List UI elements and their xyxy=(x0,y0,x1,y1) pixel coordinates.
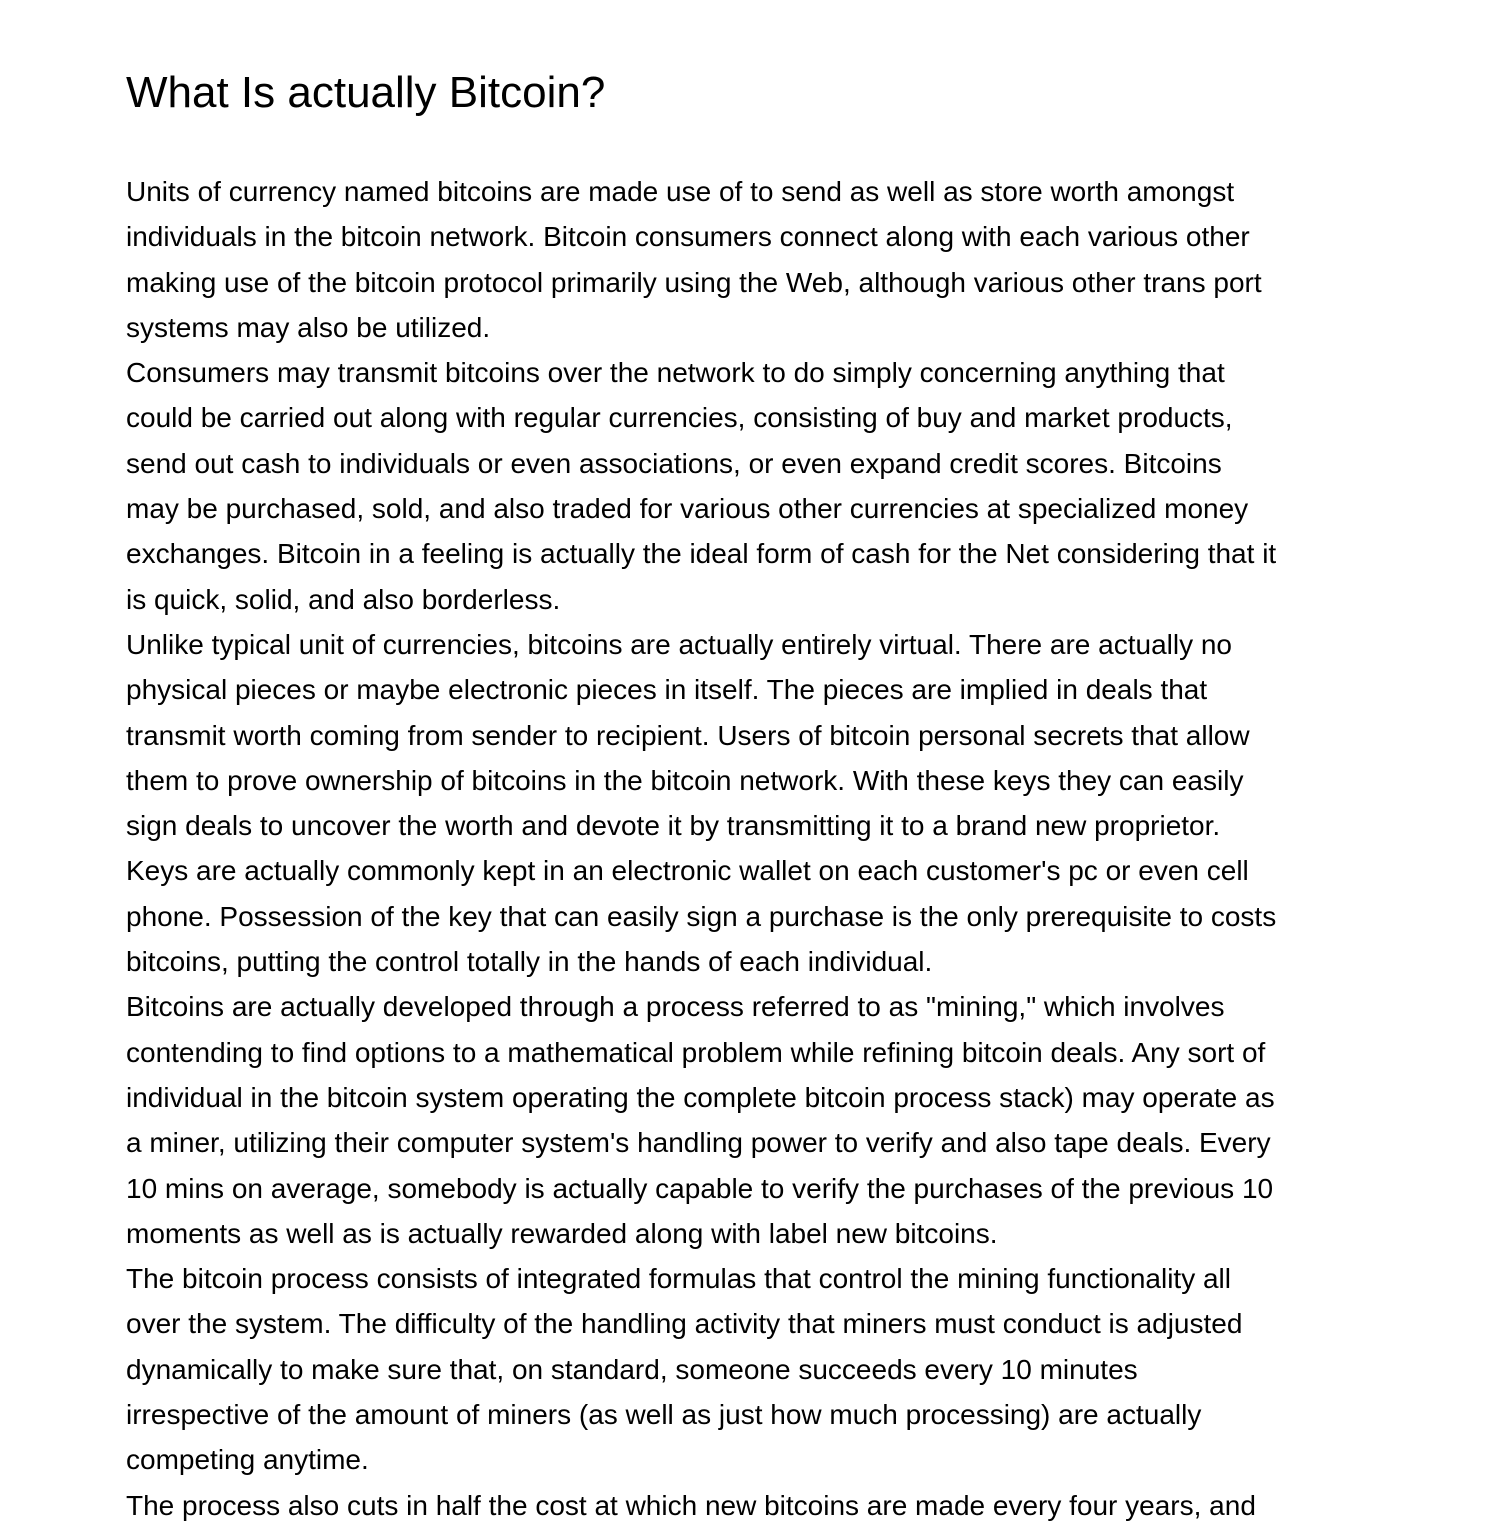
text-line: bitcoins, putting the control totally in the hands of each individual. xyxy=(126,946,933,978)
paragraph xyxy=(126,622,1276,984)
text-line: over the system. The difficulty of the handling activity that miners must conduct is adjusted xyxy=(126,1308,1243,1340)
text-line: send out cash to individuals or even associations, or even expand credit scores. Bitcoins xyxy=(126,447,1222,479)
text-line: moments as well as is actually rewarded along with label new bitcoins. xyxy=(126,1217,998,1249)
text-line: sign deals to uncover the worth and devote it by transmitting it to a brand new proprietor. xyxy=(126,810,1221,842)
text-line: The process also cuts in half the cost at which new bitcoins are made every four years, and xyxy=(126,1489,1256,1521)
page-title: What Is actually Bitcoin? xyxy=(126,68,606,117)
text-line: 10 mins on average, somebody is actually capable to verify the purchases of the previous 10 xyxy=(126,1172,1274,1204)
text-line: The bitcoin process consists of integrated formulas that control the mining functionality all xyxy=(126,1263,1232,1295)
text-line: Unlike typical unit of currencies, bitcoins are actually entirely virtual. There are actually no xyxy=(126,628,1232,660)
text-line: Keys are actually commonly kept in an electronic wallet on each customer's pc or even cell xyxy=(126,855,1249,887)
text-line: them to prove ownership of bitcoins in the bitcoin network. With these keys they can easily xyxy=(126,764,1244,796)
text-line: is quick, solid, and also borderless. xyxy=(126,583,561,615)
document-body xyxy=(126,169,1276,1528)
text-line: individuals in the bitcoin network. Bitcoin consumers connect along with each various other xyxy=(126,221,1250,253)
text-line: transmit worth coming from sender to recipient. Users of bitcoin personal secrets that allow xyxy=(126,719,1250,751)
text-line: phone. Possession of the key that can easily sign a purchase is the only prerequisite to costs xyxy=(126,900,1277,932)
text-line: physical pieces or maybe electronic pieces in itself. The pieces are implied in deals that xyxy=(126,674,1208,706)
paragraph xyxy=(126,984,1276,1256)
text-line: irrespective of the amount of miners (as well as just how much processing) are actually xyxy=(126,1399,1202,1431)
text-line: systems may also be utilized. xyxy=(126,311,491,343)
text-line: may be purchased, sold, and also traded for various other currencies at specialized money xyxy=(126,493,1249,525)
text-line: contending to find options to a mathematical problem while refining bitcoin deals. Any sort of xyxy=(126,1036,1266,1068)
text-line: a miner, utilizing their computer system's handling power to verify and also tape deals. Every xyxy=(126,1127,1271,1159)
text-line: making use of the bitcoin protocol primarily using the Web, although various other trans port xyxy=(126,266,1262,298)
paragraph xyxy=(126,169,1276,350)
text-line: Consumers may transmit bitcoins over the network to do simply concerning anything that xyxy=(126,357,1225,389)
text-line: Bitcoins are actually developed through a process referred to as "mining," which involves xyxy=(126,991,1225,1023)
paragraph xyxy=(126,1483,1276,1528)
text-line: could be carried out along with regular currencies, consisting of buy and market products, xyxy=(126,402,1233,434)
text-line: exchanges. Bitcoin in a feeling is actually the ideal form of cash for the Net considering that it xyxy=(126,538,1277,570)
text-line: Units of currency named bitcoins are made use of to send as well as store worth amongst xyxy=(126,176,1235,207)
text-line: competing anytime. xyxy=(126,1444,369,1476)
paragraph xyxy=(126,350,1276,622)
text-line: individual in the bitcoin system operating the complete bitcoin process stack) may operate as xyxy=(126,1081,1275,1113)
text-line: dynamically to make sure that, on standard, someone succeeds every 10 minutes xyxy=(126,1353,1138,1385)
paragraph xyxy=(126,1256,1276,1482)
